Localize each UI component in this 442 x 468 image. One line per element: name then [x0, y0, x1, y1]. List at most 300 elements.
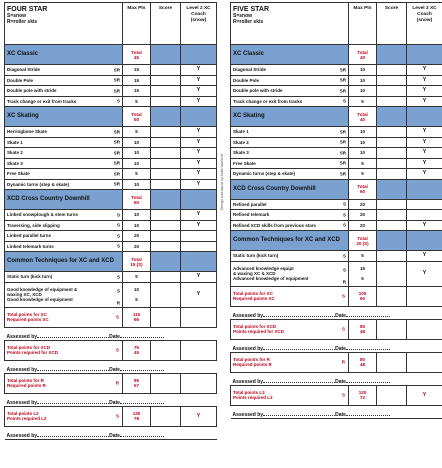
total-label: Total points for R Required points R R: [5, 373, 123, 393]
skill-code: SR: [113, 77, 120, 83]
skill-max: 5: [123, 272, 151, 283]
skill-score[interactable]: [377, 210, 407, 221]
skill-score[interactable]: [151, 65, 181, 76]
section-level: [407, 231, 442, 251]
skill-max: 5: [349, 158, 377, 169]
section-header: [231, 179, 442, 199]
section-name: XCD Cross Country Downhill: [5, 190, 123, 210]
total-label: Total points L3 Points required L3 S: [231, 385, 349, 405]
skill-label: Linked snowplough & stem turns S: [5, 210, 123, 221]
skill-level-mark: Y: [407, 158, 442, 169]
header-row: [5, 3, 217, 45]
total-row: [5, 307, 217, 327]
skill-code: SR: [339, 160, 346, 166]
skill-max: 20: [349, 220, 377, 231]
skill-level-mark: Y: [181, 220, 217, 231]
total-label: Total points for R Required points R R: [231, 352, 349, 372]
header-row: [231, 3, 442, 45]
skill-score[interactable]: [377, 86, 407, 97]
sheet-title: FOUR STAR: [7, 6, 48, 13]
assessed-row: [5, 426, 217, 439]
section-name: Common Techniques for XC and XCD: [231, 231, 349, 251]
assessed-by-label: Assessed by: [232, 411, 264, 418]
total-score[interactable]: [151, 340, 181, 360]
skill-row: [5, 137, 217, 148]
skill-label: Free Skate SR: [231, 158, 349, 169]
skill-level-mark: Y: [407, 96, 442, 107]
skill-level-mark: [181, 231, 217, 242]
skill-label: Refined XCD skills from previous stars S: [231, 220, 349, 231]
skill-label: Linked telemark turns S: [5, 241, 123, 252]
total-score[interactable]: [151, 373, 181, 393]
section-total: Total 15 (S): [123, 252, 151, 272]
skill-max: 5: [123, 127, 151, 138]
date-label: Date: [109, 333, 120, 340]
knowledge-score[interactable]: [151, 282, 181, 307]
skill-code: SR: [113, 150, 120, 156]
skill-score[interactable]: [151, 272, 181, 283]
skill-score[interactable]: [151, 86, 181, 97]
skill-score[interactable]: [151, 75, 181, 86]
skill-score[interactable]: [377, 65, 407, 76]
skill-label: Skate 3 SR: [5, 158, 123, 169]
assessed-cell: [5, 327, 217, 340]
section-level: [407, 107, 442, 127]
skill-label: Skate 2 SR: [231, 137, 349, 148]
skill-label: Double Pole SR: [5, 75, 123, 86]
section-name: Common Techniques for XC and XCD: [5, 252, 123, 272]
total-points: 80 48: [349, 352, 377, 372]
section-level: [181, 190, 217, 210]
skill-code: S: [116, 98, 120, 104]
skill-level-mark: Y: [407, 75, 442, 86]
skill-label: Herringbone Skate SR: [5, 127, 123, 138]
assessed-cell: [231, 372, 442, 385]
section-header: [231, 107, 442, 127]
section-header: [231, 45, 442, 65]
total-row: [231, 319, 442, 339]
skill-row: [231, 261, 442, 286]
legend-snow: S=snow: [233, 13, 253, 19]
section-header: [5, 45, 217, 65]
skill-level-mark: Y: [181, 75, 217, 86]
assessed-row: [231, 405, 442, 418]
skill-max: 5: [349, 169, 377, 180]
skill-max: 20: [349, 199, 377, 210]
skill-score[interactable]: [377, 127, 407, 138]
assessed-row: [231, 372, 442, 385]
skill-score[interactable]: [151, 231, 181, 242]
total-points: 130 78: [123, 406, 151, 426]
skill-code: SR: [113, 129, 120, 135]
section-score: [151, 45, 181, 65]
skill-row: [5, 96, 217, 107]
skill-max: 5: [123, 96, 151, 107]
design-credit: Design and layout by Ardie vanGent: [220, 154, 224, 210]
skill-label: Skate 1 SR: [231, 127, 349, 138]
skill-max: 10: [123, 137, 151, 148]
assessed-row: [5, 327, 217, 340]
skill-label: Double pole with stride SR: [231, 86, 349, 97]
assessed-cell: [5, 393, 217, 406]
skill-row: [5, 272, 217, 283]
skill-score[interactable]: [151, 179, 181, 190]
skill-label: Track change or exit from tracks S: [5, 96, 123, 107]
total-row: [231, 352, 442, 372]
knowledge-label: Good knowledge of equipment & waxing XC, XCD Good knowledge of equipment S R: [5, 282, 123, 307]
skill-row: [5, 220, 217, 231]
skill-score[interactable]: [151, 220, 181, 231]
five-star-sheet: [230, 2, 442, 419]
skill-code: SR: [339, 150, 346, 156]
total-score[interactable]: [151, 406, 181, 426]
assessed-cell: [5, 360, 217, 373]
total-code: S: [341, 293, 345, 299]
skill-max: 10: [123, 220, 151, 231]
skill-row: [5, 231, 217, 242]
section-header: [5, 107, 217, 127]
assessed-by-label: Assessed by: [232, 345, 264, 352]
skill-label: Static turn (kick turn) S: [231, 251, 349, 262]
total-score[interactable]: [377, 352, 407, 372]
assessed-by-label: Assessed by: [232, 378, 264, 385]
date-label: Date: [109, 399, 120, 406]
skill-max: 10: [123, 210, 151, 221]
section-total: Total 40: [349, 107, 377, 127]
total-points: 110 66: [123, 307, 151, 327]
skill-label: Double pole with stride SR: [5, 86, 123, 97]
skill-level-mark: [181, 241, 217, 252]
skill-score[interactable]: [377, 75, 407, 86]
skill-code: SR: [339, 77, 346, 83]
skill-label: Diagonal Stride SR: [5, 65, 123, 76]
skill-level-mark: Y: [181, 179, 217, 190]
total-label: Total points L2 Points required L2 S: [5, 406, 123, 426]
total-points: 95 57: [123, 373, 151, 393]
assessed-by-label: Assessed by: [6, 432, 38, 439]
skill-label: Dynamic turns (step & skate) SR: [231, 169, 349, 180]
assessed-row: [231, 339, 442, 352]
skill-row: [231, 220, 442, 231]
skill-row: [5, 241, 217, 252]
assessment-table: [4, 2, 217, 440]
max-pts-header: Max Pts: [123, 3, 151, 45]
section-name: XCD Cross Country Downhill: [231, 179, 349, 199]
knowledge-label: Advanced knowledge equipt & waxing XC & XCD Advanced knowledge of equipment S R: [231, 261, 349, 286]
knowledge-max: 15 5: [349, 261, 377, 286]
header-title-cell: [231, 3, 349, 45]
skill-score[interactable]: [151, 158, 181, 169]
skill-level-mark: Y: [181, 169, 217, 180]
skill-row: [231, 137, 442, 148]
total-level-mark: Y: [407, 385, 442, 405]
skill-row: [5, 86, 217, 97]
skill-max: 15: [123, 86, 151, 97]
skill-row: [231, 127, 442, 138]
sheet-title: FIVE STAR: [233, 6, 270, 13]
skill-row: [5, 148, 217, 159]
skill-max: 20: [123, 231, 151, 242]
skill-code: SR: [113, 139, 120, 145]
section-name: XC Classic: [231, 45, 349, 65]
skill-level-mark: Y: [181, 210, 217, 221]
date-label: Date: [109, 432, 120, 439]
assessed-row: [5, 393, 217, 406]
skill-row: [231, 86, 442, 97]
skill-level-mark: Y: [181, 137, 217, 148]
skill-row: [231, 65, 442, 76]
skill-max: 5: [123, 169, 151, 180]
total-level-mark: [181, 307, 217, 327]
date-label: Date: [109, 366, 120, 373]
section-score: [377, 179, 407, 199]
skill-code: S: [116, 212, 120, 218]
skill-level-mark: Y: [181, 86, 217, 97]
skill-score[interactable]: [377, 96, 407, 107]
assessed-row: [231, 306, 442, 319]
skill-max: 10: [123, 148, 151, 159]
total-points: 80 48: [349, 319, 377, 339]
skill-row: [5, 210, 217, 221]
skill-level-mark: Y: [407, 148, 442, 159]
skill-label: Diagonal Stride SR: [231, 65, 349, 76]
date-label: Date: [335, 312, 346, 319]
skill-row: [5, 65, 217, 76]
skill-score[interactable]: [151, 148, 181, 159]
legend-snow: S=snow: [7, 13, 27, 19]
assessed-cell: [231, 339, 442, 352]
level-header: Level 3 XC Coach (snow): [407, 3, 442, 45]
section-level: [181, 252, 217, 272]
skill-code: S: [116, 274, 120, 280]
section-total: Total 60: [123, 190, 151, 210]
skill-score[interactable]: [151, 127, 181, 138]
score-header: Score: [151, 3, 181, 45]
legend-roller: R=roller skis: [233, 19, 264, 25]
assessed-by-label: Assessed by: [232, 312, 264, 319]
skill-max: 10: [349, 148, 377, 159]
date-label: Date: [335, 378, 346, 385]
section-level: [181, 45, 217, 65]
skill-label: Skate 2 SR: [5, 148, 123, 159]
total-row: [5, 373, 217, 393]
assessed-cell: [231, 306, 442, 319]
total-row: [231, 286, 442, 306]
skill-row: [5, 179, 217, 190]
skill-level-mark: Y: [181, 272, 217, 283]
skill-row: [5, 75, 217, 86]
skill-label: Dynamic turns (step & skate) SR: [5, 179, 123, 190]
skill-level-mark: Y: [407, 127, 442, 138]
skill-label: Static turn (kick turn) S: [5, 272, 123, 283]
assessment-table: [230, 2, 442, 419]
section-total: Total 20 (S): [349, 231, 377, 251]
skill-level-mark: Y: [407, 137, 442, 148]
section-total: Total 60: [349, 179, 377, 199]
skill-code: SR: [113, 171, 120, 177]
skill-code: S: [116, 233, 120, 239]
skill-code: S: [116, 243, 120, 249]
knowledge-max: 10 5: [123, 282, 151, 307]
skill-code: SR: [339, 171, 346, 177]
skill-row: [231, 210, 442, 221]
skill-score[interactable]: [151, 169, 181, 180]
skill-code: SR: [113, 181, 120, 187]
total-level-mark: [407, 352, 442, 372]
skill-max: 10: [349, 137, 377, 148]
total-level-mark: [407, 319, 442, 339]
skill-max: 5: [349, 251, 377, 262]
assessed-by-label: Assessed by: [6, 333, 38, 340]
skill-max: 15: [123, 65, 151, 76]
section-header: [5, 252, 217, 272]
skill-score[interactable]: [377, 137, 407, 148]
skill-level-mark: Y: [181, 148, 217, 159]
skill-row: [231, 148, 442, 159]
total-label: Total points for XCD Points required for XCD S: [5, 340, 123, 360]
skill-level-mark: Y: [407, 169, 442, 180]
skill-label: Refined parallel S: [231, 199, 349, 210]
skill-score[interactable]: [151, 137, 181, 148]
total-score[interactable]: [377, 319, 407, 339]
skill-level-mark: Y: [181, 65, 217, 76]
skill-max: 10: [123, 179, 151, 190]
skill-row: [231, 158, 442, 169]
skill-level-mark: Y: [407, 251, 442, 262]
assessed-by-label: Assessed by: [6, 366, 38, 373]
skill-label: Skate 3 SR: [231, 148, 349, 159]
knowledge-level-mark: Y: [407, 261, 442, 286]
skill-score[interactable]: [151, 241, 181, 252]
skill-max: 5: [349, 96, 377, 107]
date-label: Date: [335, 345, 346, 352]
skill-level-mark: [407, 210, 442, 221]
skill-max: 15: [123, 75, 151, 86]
skill-label: Traversing, side slipping S: [5, 220, 123, 231]
section-score: [377, 107, 407, 127]
skill-max: 20: [123, 241, 151, 252]
skill-label: Free Skate SR: [5, 169, 123, 180]
total-score[interactable]: [377, 385, 407, 405]
total-points: 120 72: [349, 385, 377, 405]
skill-label: Linked parallel turns S: [5, 231, 123, 242]
section-header: [231, 231, 442, 251]
skill-level-mark: Y: [407, 65, 442, 76]
max-pts-header: Max Pts: [349, 3, 377, 45]
skill-score[interactable]: [151, 96, 181, 107]
total-level-mark: [407, 286, 442, 306]
total-points: 100 60: [349, 286, 377, 306]
skill-row: [5, 282, 217, 307]
total-points: 75 45: [123, 340, 151, 360]
knowledge-level-mark: Y: [181, 282, 217, 307]
skill-code: S: [116, 222, 120, 228]
skill-max: 10: [349, 65, 377, 76]
skill-level-mark: Y: [407, 86, 442, 97]
skill-score[interactable]: [377, 158, 407, 169]
skill-code: SR: [339, 67, 346, 73]
header-title-cell: [5, 3, 123, 45]
skill-row: [5, 127, 217, 138]
skill-level-mark: Y: [181, 158, 217, 169]
skill-score[interactable]: [377, 169, 407, 180]
total-label: Total points for XCD Points required for XCD S: [231, 319, 349, 339]
skill-code: SR: [339, 88, 346, 94]
skill-code: SR: [113, 160, 120, 166]
section-level: [407, 179, 442, 199]
total-score[interactable]: [151, 307, 181, 327]
total-score[interactable]: [377, 286, 407, 306]
skill-level-mark: Y: [407, 220, 442, 231]
section-total: Total 50: [123, 107, 151, 127]
skill-code: S: [342, 222, 346, 228]
total-level-mark: [181, 373, 217, 393]
section-name: XC Classic: [5, 45, 123, 65]
section-score: [377, 231, 407, 251]
skill-row: [5, 169, 217, 180]
skill-max: 10: [349, 86, 377, 97]
total-level-mark: Y: [181, 406, 217, 426]
score-header: Score: [377, 3, 407, 45]
skill-row: [231, 251, 442, 262]
section-score: [151, 107, 181, 127]
assessed-row: [5, 360, 217, 373]
skill-label: Double Pole SR: [231, 75, 349, 86]
total-code: R: [341, 359, 345, 365]
skill-level-mark: [407, 199, 442, 210]
total-code: S: [341, 392, 345, 398]
total-label: Total points for XC Required points XC S: [231, 286, 349, 306]
assessed-by-label: Assessed by: [6, 399, 38, 406]
assessed-cell: [231, 405, 442, 418]
assessed-cell: [5, 426, 217, 439]
skill-code: SR: [113, 67, 120, 73]
skill-row: [231, 75, 442, 86]
skill-score[interactable]: [151, 210, 181, 221]
skill-label: Track change or exit from tracks S: [231, 96, 349, 107]
skill-label: Refined telemark S: [231, 210, 349, 221]
total-code: S: [341, 326, 345, 332]
total-code: S: [115, 314, 119, 320]
skill-row: [231, 96, 442, 107]
skill-max: 10: [349, 127, 377, 138]
skill-score[interactable]: [377, 251, 407, 262]
section-score: [151, 190, 181, 210]
knowledge-score[interactable]: [377, 261, 407, 286]
section-total: Total 40: [349, 45, 377, 65]
skill-score[interactable]: [377, 220, 407, 231]
total-row: [5, 406, 217, 426]
section-level: [407, 45, 442, 65]
skill-score[interactable]: [377, 199, 407, 210]
total-code: R: [115, 380, 119, 386]
legend-roller: R=roller skis: [7, 19, 38, 25]
total-code: S: [115, 413, 119, 419]
total-row: [231, 385, 442, 405]
section-total: Total 45: [123, 45, 151, 65]
skill-code: SR: [339, 139, 346, 145]
skill-level-mark: Y: [181, 127, 217, 138]
skill-score[interactable]: [377, 148, 407, 159]
skill-row: [231, 169, 442, 180]
skill-code: S: [342, 98, 346, 104]
skill-code: S: [342, 253, 346, 259]
skill-max: 10: [123, 158, 151, 169]
section-score: [151, 252, 181, 272]
skill-code: SR: [113, 88, 120, 94]
section-name: XC Skating: [5, 107, 123, 127]
total-row: [5, 340, 217, 360]
